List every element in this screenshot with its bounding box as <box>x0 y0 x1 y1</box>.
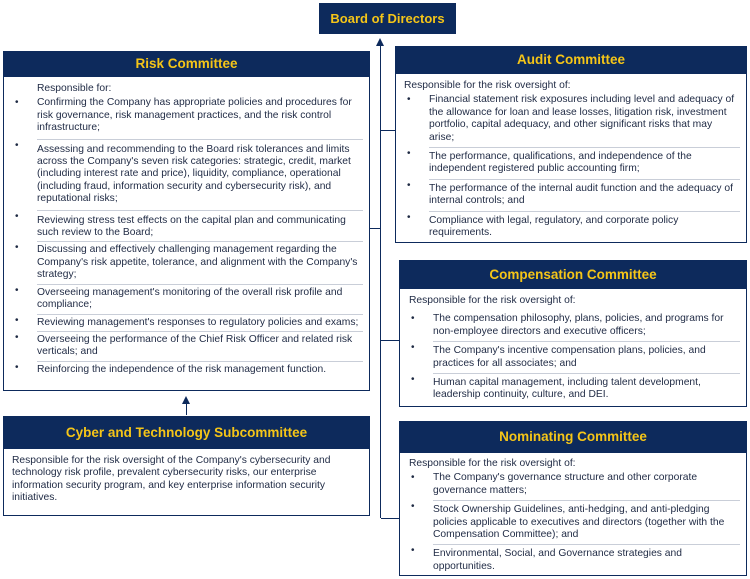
comp-title: Compensation Committee <box>489 266 657 282</box>
comp-list <box>433 313 740 401</box>
board-title: Board of Directors <box>330 11 445 26</box>
list-item: • Human capital management, including talent development, leadership continuity, culture, and DEI. <box>433 373 740 402</box>
list-item: • Stock Ownership Guidelines, anti-hedging, and anti-pledging policies applicable to executives and directors (together with the Compensation Committee); and <box>433 500 740 544</box>
nom-list <box>433 472 740 573</box>
vertical-connector <box>380 46 381 518</box>
nominating-committee-box <box>399 452 747 576</box>
audit-list <box>429 94 740 239</box>
list-item: • Assessing and recommending to the Board risk tolerances and limits across the Company's seven risk categories: strategic, credit, market (including interest rate and price), liquidity, compliance, operational (including fraud, information security and cybersecurity risk), and reputational risks; <box>37 139 363 210</box>
arrow-to-risk <box>182 396 190 404</box>
audit-committee-header <box>395 46 747 73</box>
board-of-directors-header <box>319 3 456 34</box>
list-item: • Compliance with legal, regulatory, and corporate policy requirements. <box>429 211 740 240</box>
audit-intro: Responsible for the risk oversight of: <box>404 80 571 91</box>
audit-title: Audit Committee <box>517 52 625 67</box>
cyber-text: Responsible for the risk oversight of the Company's cybersecurity and technology risk profile, prevalent cybersecurity risks, our enterprise information security program, and key enterprise information security initiatives. <box>12 455 331 504</box>
cyber-title: Cyber and Technology Subcommittee <box>65 424 308 440</box>
list-item: • The Company's governance structure and other corporate governance matters; <box>433 472 740 500</box>
audit-committee-box <box>395 73 747 243</box>
list-item: • The performance of the internal audit function and the adequacy of internal controls; and <box>429 179 740 211</box>
list-item: • Discussing and effectively challenging management regarding the Company's risk appetite, tolerance, and alignment with the Company's strategy; <box>37 241 363 283</box>
connector-compensation <box>381 340 399 341</box>
list-item: • Reinforcing the independence of the risk management function. <box>37 361 363 376</box>
list-item: • Confirming the Company has appropriate policies and procedures for risk governance, risk management practices, and the risk control infrastructure; <box>37 97 363 138</box>
compensation-committee-header <box>399 260 747 288</box>
list-item: • The Company's incentive compensation plans, policies, and practices for all associates; and <box>433 341 740 373</box>
compensation-committee-box <box>399 288 747 407</box>
risk-committee-box <box>3 76 370 391</box>
connector-nominating <box>381 518 399 519</box>
risk-title: Risk Committee <box>135 56 238 71</box>
list-item: • Overseeing the performance of the Chief Risk Officer and related risk verticals; and <box>37 331 363 361</box>
risk-committee-header <box>3 51 370 76</box>
nominating-committee-header <box>399 421 747 452</box>
list-item: • Environmental, Social, and Governance strategies and opportunities. <box>433 544 740 573</box>
risk-intro: Responsible for: <box>37 83 112 94</box>
connector-audit <box>381 130 395 131</box>
connector-risk <box>370 228 381 229</box>
comp-intro: Responsible for the risk oversight of: <box>409 295 576 306</box>
nom-intro: Responsible for the risk oversight of: <box>409 458 576 469</box>
cyber-subcommittee-box <box>3 448 370 516</box>
list-item: • Reviewing management's responses to regulatory policies and exams; <box>37 314 363 331</box>
list-item: • The compensation philosophy, plans, policies, and programs for non-employee directors and executive officers; <box>433 313 740 341</box>
arrow-to-board <box>376 38 384 46</box>
list-item: • Reviewing stress test effects on the capital plan and communicating such review to the Board; <box>37 210 363 242</box>
risk-list <box>37 97 363 376</box>
list-item: • The performance, qualifications, and independence of the independent registered public accounting firm; <box>429 147 740 179</box>
list-item: • Overseeing management's monitoring of the overall risk profile and compliance; <box>37 284 363 314</box>
cyber-to-risk-connector <box>186 404 187 415</box>
list-item: • Financial statement risk exposures including level and adequacy of the allowance for loan and lease losses, litigation risk, investment portfolio, capital adequacy, and other significant risks that may arise; <box>429 94 740 147</box>
nom-title: Nominating Committee <box>499 429 647 444</box>
cyber-subcommittee-header <box>3 416 370 448</box>
